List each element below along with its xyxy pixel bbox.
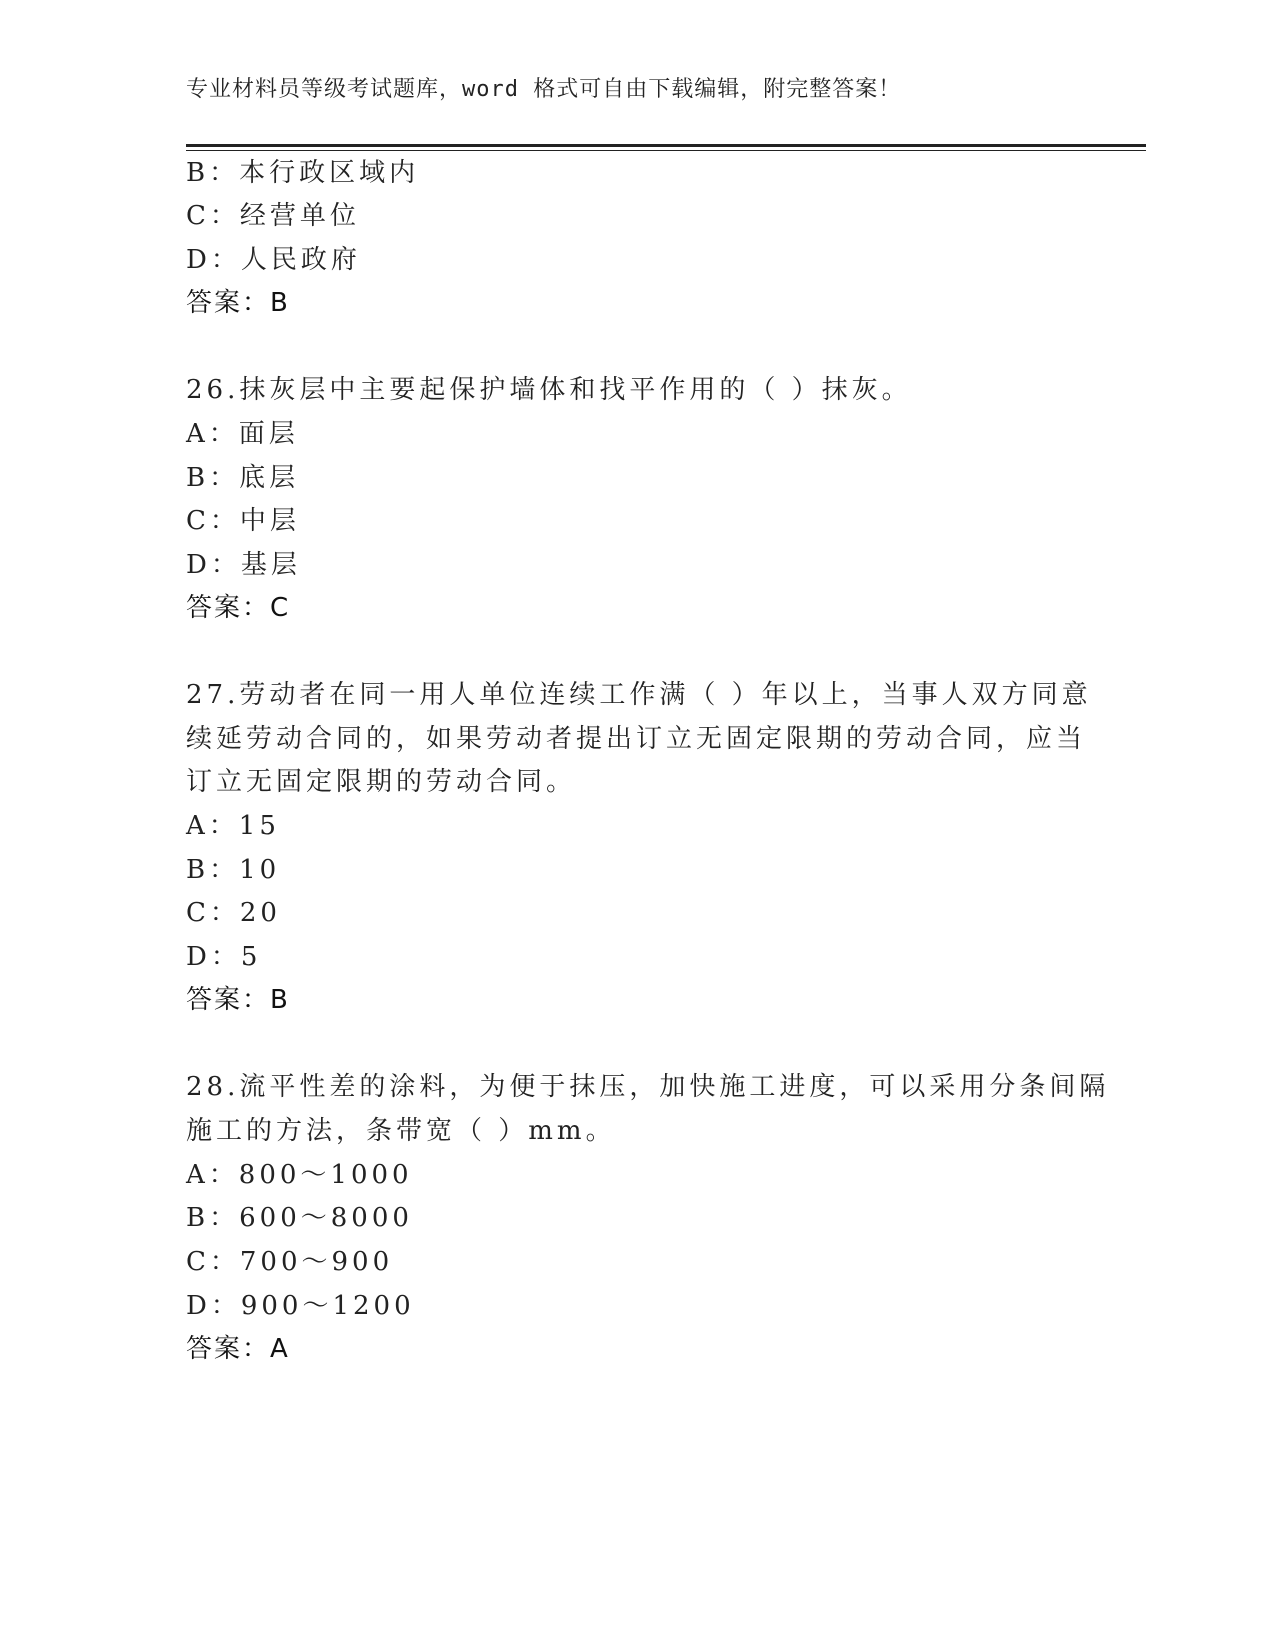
q26-option-b: B：底层 [186, 463, 300, 493]
q27-answer: 答案：B [186, 985, 290, 1015]
q28-option-b: B：600～8000 [186, 1203, 413, 1233]
q26-option-c: C：中层 [186, 506, 300, 536]
q27-option-c: C：20 [186, 898, 281, 928]
q25-option-b: B：本行政区域内 [186, 158, 420, 188]
q26-answer: 答案：C [186, 593, 291, 623]
header-rule-thin [186, 150, 1146, 151]
q28-option-a: A：800～1000 [186, 1160, 413, 1190]
q28-answer: 答案：A [186, 1334, 290, 1364]
page-header: 专业材料员等级考试题库，word 格式可自由下载编辑，附完整答案！ [186, 77, 902, 102]
q25-option-c: C：经营单位 [186, 201, 360, 231]
q25-option-d: D：人民政府 [186, 245, 361, 275]
q27-option-b: B：10 [186, 855, 281, 885]
q27-stem-line-1: 27.劳动者在同一用人单位连续工作满（ ）年以上，当事人双方同意 [186, 680, 1092, 710]
q27-option-d: D：5 [186, 942, 262, 972]
q27-stem-line-2: 续延劳动合同的，如果劳动者提出订立无固定限期的劳动合同，应当 [186, 724, 1087, 754]
q27-option-a: A：15 [186, 811, 280, 841]
q28-stem-line-1: 28.流平性差的涂料，为便于抹压，加快施工进度，可以采用分条间隔 [186, 1072, 1110, 1102]
q28-stem-line-2: 施工的方法，条带宽（ ）mm。 [186, 1116, 616, 1146]
q26-stem: 26.抹灰层中主要起保护墙体和找平作用的（ ）抹灰。 [186, 375, 912, 405]
q27-stem-line-3: 订立无固定限期的劳动合同。 [186, 767, 577, 797]
q25-answer: 答案：B [186, 288, 290, 318]
q28-option-d: D：900～1200 [186, 1291, 415, 1321]
q28-option-c: C：700～900 [186, 1247, 394, 1277]
q26-option-d: D：基层 [186, 550, 301, 580]
q26-option-a: A：面层 [186, 419, 299, 449]
header-rule-thick [186, 144, 1146, 147]
